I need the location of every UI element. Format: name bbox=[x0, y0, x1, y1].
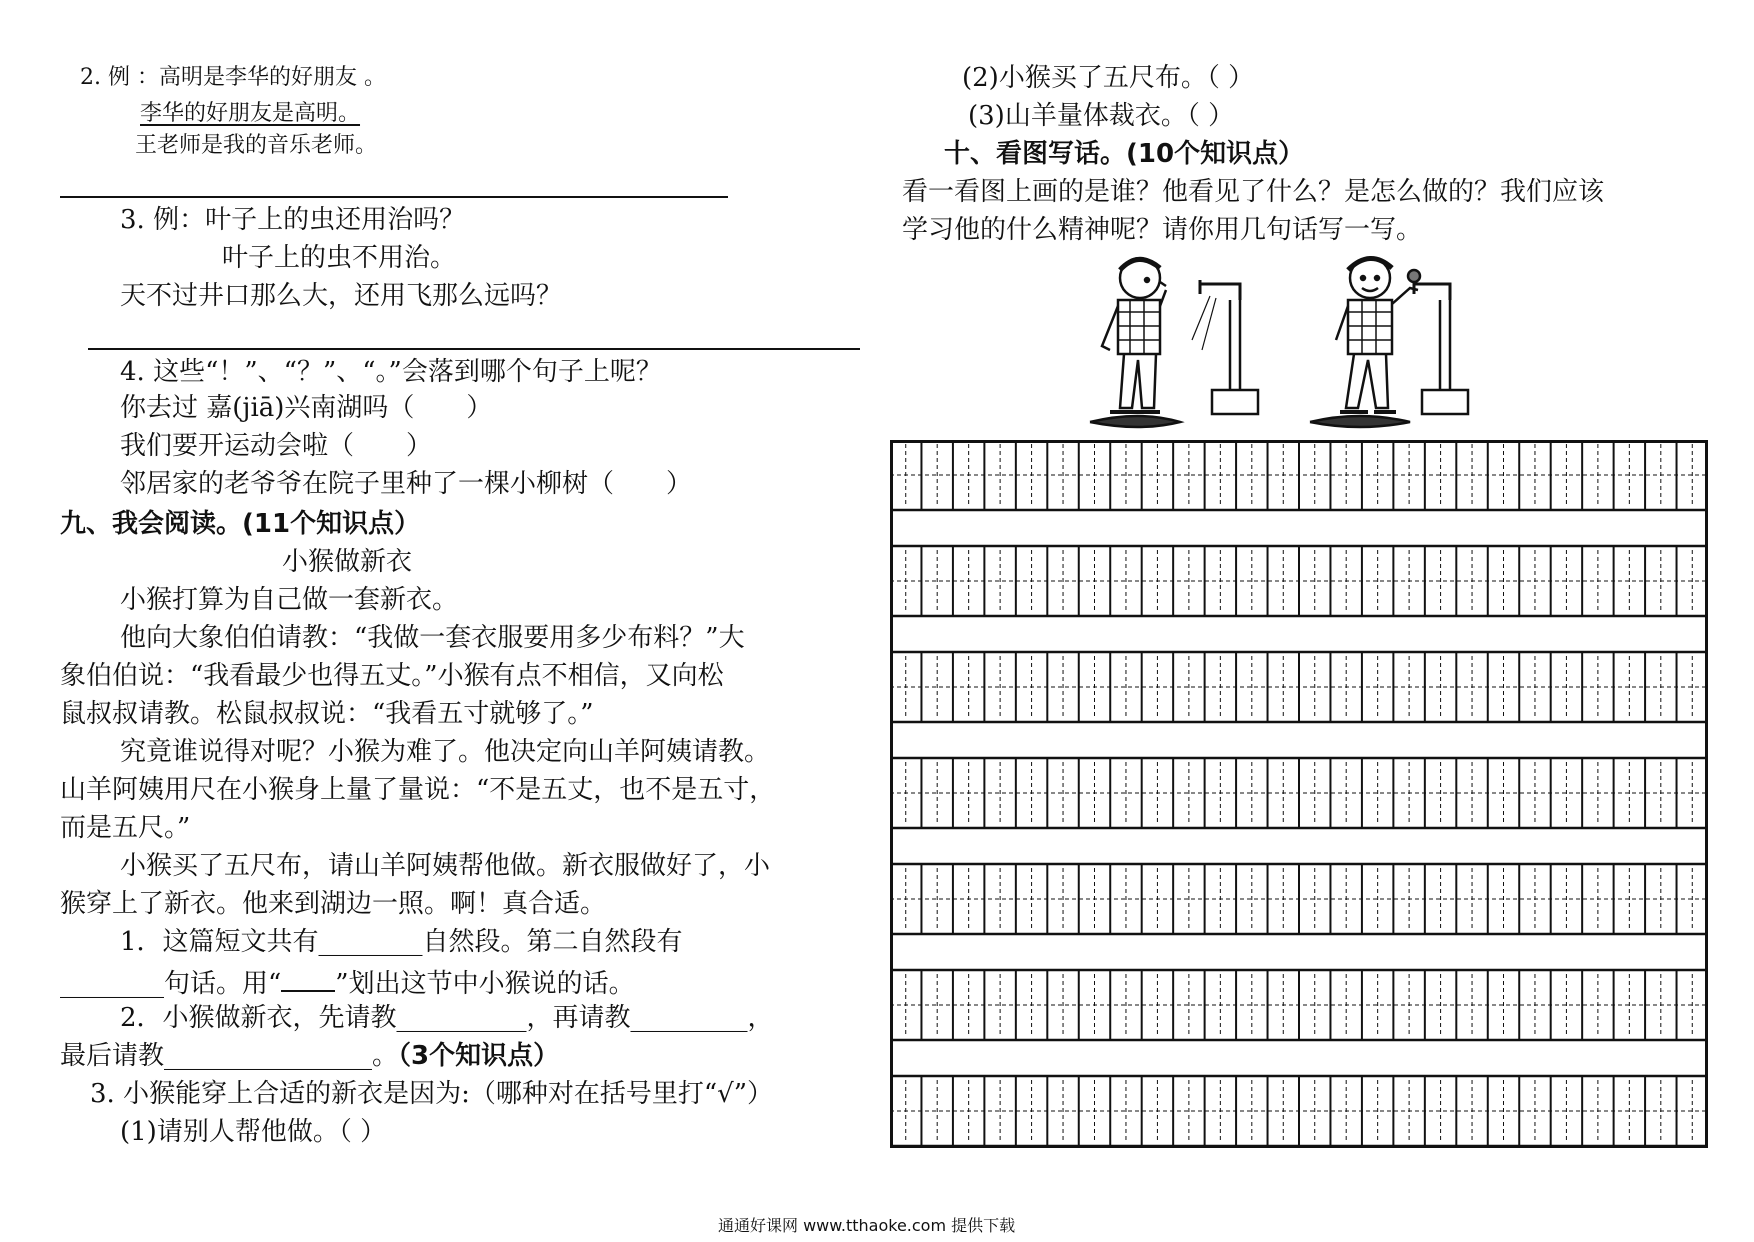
q3-example: 3. 例：叶子上的虫还用治吗？ bbox=[120, 205, 466, 235]
story-title: 小猴做新衣 bbox=[282, 547, 413, 577]
q3-example-answer: 叶子上的虫不用治。 bbox=[222, 243, 457, 273]
reading-question-3-option-1: (1)请别人帮他做。（ ） bbox=[120, 1117, 387, 1147]
story-paragraph-2-line-2: 象伯伯说：“我看最少也得五丈。”小猴有点不相信，又向松 bbox=[60, 661, 724, 691]
reading-question-1b-start: ________句话。用“ bbox=[60, 969, 282, 999]
story-paragraph-3-line-3: 而是五尺。” bbox=[60, 813, 191, 843]
q3-question: 天不过井口那么大，还用飞那么远吗？ bbox=[120, 281, 563, 311]
q4-prompt: 4. 这些“！”、“？”、“。”会落到哪个句子上呢？ bbox=[120, 357, 662, 387]
picture-boys-at-tap bbox=[1080, 240, 1520, 435]
answer-line-q3 bbox=[88, 348, 860, 350]
writing-grid bbox=[890, 440, 1708, 1148]
reading-question-2a: 2．小猴做新衣，先请教__________，再请教_________， bbox=[120, 1003, 774, 1033]
writing-prompt-line-1: 看一看图上画的是谁？他看见了什么？是怎么做的？我们应该 bbox=[902, 177, 1605, 207]
reading-question-1b bbox=[60, 964, 635, 1000]
story-paragraph-3-line-1: 究竟谁说得对呢？小猴为难了。他决定向山羊阿姨请教。 bbox=[120, 737, 771, 767]
reading-question-2b bbox=[60, 1040, 559, 1072]
reading-question-3-option-3: (3)山羊量体裁衣。（ ） bbox=[968, 101, 1235, 131]
q4-sentence-2: 我们要开运动会啦（ ） bbox=[120, 431, 433, 461]
reading-question-3-option-2: (2)小猴买了五尺布。（ ） bbox=[962, 63, 1255, 93]
story-paragraph-4-line-1: 小猴买了五尺布，请山羊阿姨帮他做。新衣服做好了，小 bbox=[120, 851, 771, 881]
story-paragraph-3-line-2: 山羊阿姨用尺在小猴身上量了量说：“不是五丈，也不是五寸， bbox=[60, 775, 776, 805]
reading-question-1a: 1．这篇短文共有________自然段。第二自然段有 bbox=[120, 927, 683, 957]
knowledge-points-note: （3个知识点） bbox=[398, 1041, 560, 1071]
section-10-heading: 十、看图写话。(10个知识点） bbox=[944, 139, 1305, 169]
reading-question-2b-text: 最后请教________________。 bbox=[60, 1041, 399, 1071]
q2-example: 2. 例 ：高明是李华的好朋友 。 bbox=[80, 65, 386, 90]
q2-example-answer: 李华的好朋友是高明。 bbox=[140, 101, 361, 126]
answer-line-q2 bbox=[60, 196, 728, 198]
story-paragraph-1: 小猴打算为自己做一套新衣。 bbox=[120, 585, 459, 615]
q4-sentence-1: 你去过 嘉(jiā)兴南湖吗（ ） bbox=[120, 393, 493, 423]
section-9-heading: 九、我会阅读。(11个知识点） bbox=[60, 509, 421, 539]
underline-sample bbox=[281, 964, 335, 992]
story-paragraph-2-line-1: 他向大象伯伯请教：“我做一套衣服要用多少布料？”大 bbox=[120, 623, 745, 653]
q4-sentence-3: 邻居家的老爷爷在院子里种了一棵小柳树（ ） bbox=[120, 469, 693, 499]
reading-question-3: 3. 小猴能穿上合适的新衣是因为:（哪种对在括号里打“√”） bbox=[90, 1079, 773, 1109]
story-paragraph-4-line-2: 猴穿上了新衣。他来到湖边一照。啊！真合适。 bbox=[60, 889, 607, 919]
footer-source: 通通好课网 www.tthaoke.com 提供下载 bbox=[718, 1216, 1016, 1235]
story-paragraph-2-line-3: 鼠叔叔请教。松鼠叔叔说：“我看五寸就够了。” bbox=[60, 699, 594, 729]
q2-question: 王老师是我的音乐老师。 bbox=[135, 133, 378, 158]
writing-prompt-line-2: 学习他的什么精神呢？请你用几句话写一写。 bbox=[902, 215, 1423, 245]
reading-question-1b-end: ”划出这节中小猴说的话。 bbox=[335, 969, 635, 999]
